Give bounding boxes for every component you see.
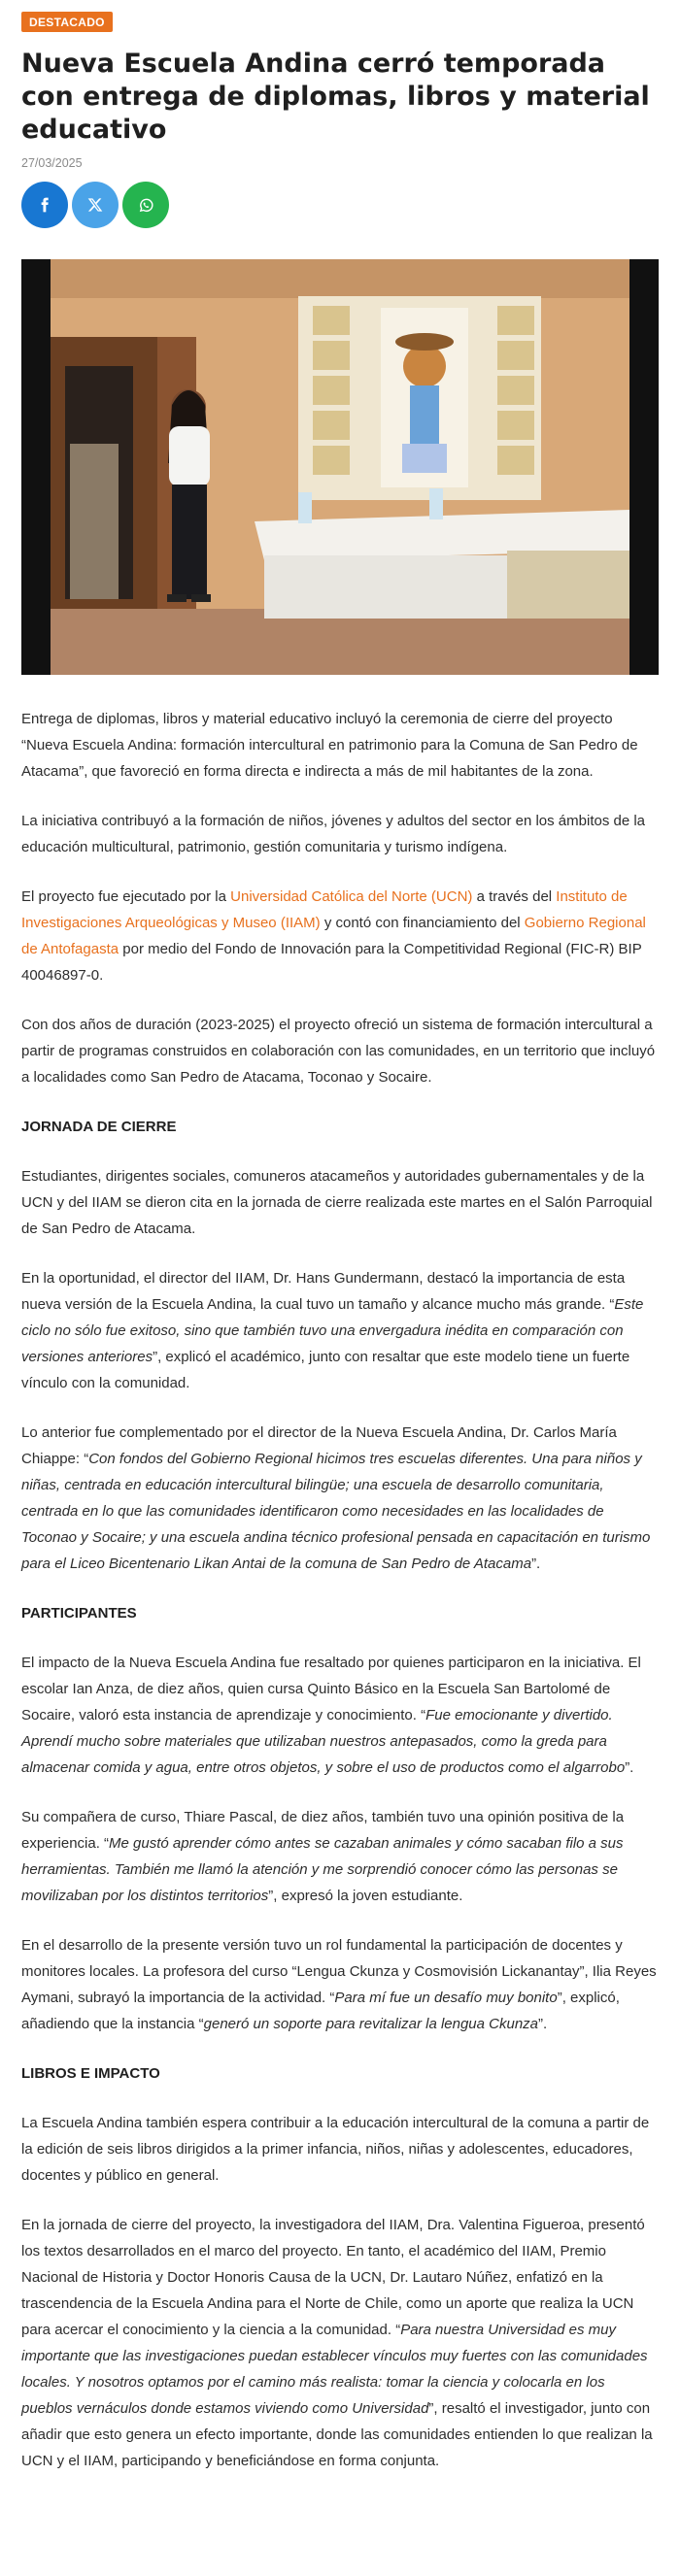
x-twitter-icon — [87, 197, 103, 213]
share-bar — [21, 182, 659, 228]
hero-photo — [21, 259, 659, 675]
paragraph: Lo anterior fue complementado por el director de la Nueva Escuela Andina, Dr. Carlos María Chiappe: “Con fondos del Gobierno Regional hicimos tres escuelas diferentes. Una para niños y niñas, centrada en educación intercultural bilingüe; una escuela de desarrollo comunitaria, centrada en lo que las comunidades identificaron como necesidades en las localidades de Toconao y Socaire; y una escuela andina técnico profesional pensada en capacitación en turismo para el Liceo Bicentenario Likan Antai de la comuna de San Pedro de Atacama”. — [21, 1424, 651, 1572]
paragraph: En la jornada de cierre del proyecto, la investigadora del IIAM, Dra. Valentina Figueroa, presentó los textos desarrollados en el marco del proyecto. En tanto, el académico del IIAM, Premio Nacional de Historia y Doctor Honoris Causa de la UCN, Dr. Lautaro Núñez, enfatizó en la trascendencia de la Escuela Andina para el Norte de Chile, como un aporte que realiza la UCN para acercar el conocimiento y la ciencia a la comunidad. “Para nuestra Universidad es muy importante que las investigaciones puedan establecer vínculos muy fuertes con las comunidades locales. Y nosotros optamos por el camino más realista: tomar la ciencia y colocarla en los pueblos vernáculos donde estamos viviendo como Universidad”, resaltó el investigador, junto con añadir que esto genera un efecto importante, donde las comunidades entienden lo que realizan la UCN y el IIAM, participando y beneficiándose en forma conjunta. — [21, 2217, 653, 2469]
page-title: Nueva Escuela Andina cerró temporada con entrega de diplomas, libros y material educativo — [21, 49, 650, 145]
paragraph: La Escuela Andina también espera contribuir a la educación intercultural de la comuna a partir de la edición de seis libros dirigidos a la primer infancia, niños, niñas y adolescentes, educadores, docentes y público en general. — [21, 2115, 650, 2184]
share-x-button[interactable] — [72, 182, 119, 228]
share-whatsapp-button[interactable] — [122, 182, 169, 228]
link-gobierno-regional[interactable]: Gobierno Regional de Antofagasta — [21, 915, 646, 957]
section-heading: LIBROS E IMPACTO — [21, 2065, 160, 2082]
facebook-icon — [37, 197, 52, 213]
paragraph: Entrega de diplomas, libros y material educativo incluyó la ceremonia de cierre del proyecto “Nueva Escuela Andina: formación intercultural en patrimonio para la Comuna de San Pedro de Atacama”, que favoreció en forma directa e indirecta a más de mil habitantes de la zona. — [21, 711, 638, 780]
publish-date: 27/03/2025 — [21, 156, 83, 170]
share-facebook-button[interactable] — [21, 182, 68, 228]
paragraph: Estudiantes, dirigentes sociales, comuneros atacameños y autoridades gubernamentales y de la UCN y del IIAM se dieron cita en la jornada de cierre realizada este martes en el Salón Parroquial de San Pedro de Atacama. — [21, 1168, 653, 1237]
link-ucn[interactable]: Universidad Católica del Norte (UCN) — [230, 888, 473, 905]
paragraph: El impacto de la Nueva Escuela Andina fue resaltado por quienes participaron en la iniciativa. El escolar Ian Anza, de diez años, quien cursa Quinto Básico en la Escuela San Bartolomé de Socaire, valoró esta instancia de aprendizaje y conocimiento. “Fue emocionante y divertido. Aprendí mucho sobre materiales que utilizaban nuestros antepasados, como la greda para almacenar comida y agua, entre otros objetos, y sobre el uso de productos como el algarrobo”. — [21, 1655, 641, 1776]
paragraph: En el desarrollo de la presente versión tuvo un rol fundamental la participación de docentes y monitores locales. La profesora del curso “Lengua Ckunza y Cosmovisión Lickanantay”, Ilia Reyes Aymani, subrayó la importancia de la actividad. “Para mí fue un desafío muy bonito”, explicó, añadiendo que la instancia “generó un soporte para revitalizar la lengua Ckunza”. — [21, 1937, 657, 2032]
section-heading: JORNADA DE CIERRE — [21, 1119, 177, 1135]
paragraph: La iniciativa contribuyó a la formación de niños, jóvenes y adultos del sector en los ámbitos de la educación multicultural, patrimonio, gestión comunitaria y turismo indígena. — [21, 813, 646, 855]
section-heading: PARTICIPANTES — [21, 1605, 137, 1622]
article-body — [21, 706, 659, 2474]
paragraph: Con dos años de duración (2023-2025) el proyecto ofreció un sistema de formación intercultural a partir de programas construidos en colaboración con las comunidades, en un territorio que incluyó a localidades como San Pedro de Atacama, Toconao y Socaire. — [21, 1017, 656, 1086]
paragraph: Su compañera de curso, Thiare Pascal, de diez años, también tuvo una opinión positiva de la experiencia. “Me gustó aprender cómo antes se cazaban animales y cómo sacaban filo a sus herramientas. También me llamó la atención y me sorprendió conocer cómo las personas se movilizaban por los distintos territorios”, expresó la joven estudiante. — [21, 1809, 625, 1904]
paragraph: En la oportunidad, el director del IIAM, Dr. Hans Gundermann, destacó la importancia de esta nueva versión de la Escuela Andina, la cual tuvo un tamaño y alcance mucho más grande. “Este ciclo no sólo fue exitoso, sino que también tuvo una envergadura inédita en comparación con versiones anteriores”, explicó el académico, junto con resaltar que este modelo tiene un fuerte vínculo con la comunidad. — [21, 1270, 644, 1391]
featured-badge[interactable]: DESTACADO — [21, 12, 113, 32]
whatsapp-icon — [138, 197, 154, 214]
link-iiam[interactable]: Instituto de Investigaciones Arqueológicas y Museo (IIAM) — [21, 888, 628, 931]
paragraph: El proyecto fue ejecutado por la Universidad Católica del Norte (UCN) a través del Instituto de Investigaciones Arqueológicas y Museo (IIAM) y contó con financiamiento del Gobierno Regional de Antofagasta por medio del Fondo de Innovación para la Competitividad Regional (FIC-R) BIP 40046897-0. — [21, 888, 646, 984]
